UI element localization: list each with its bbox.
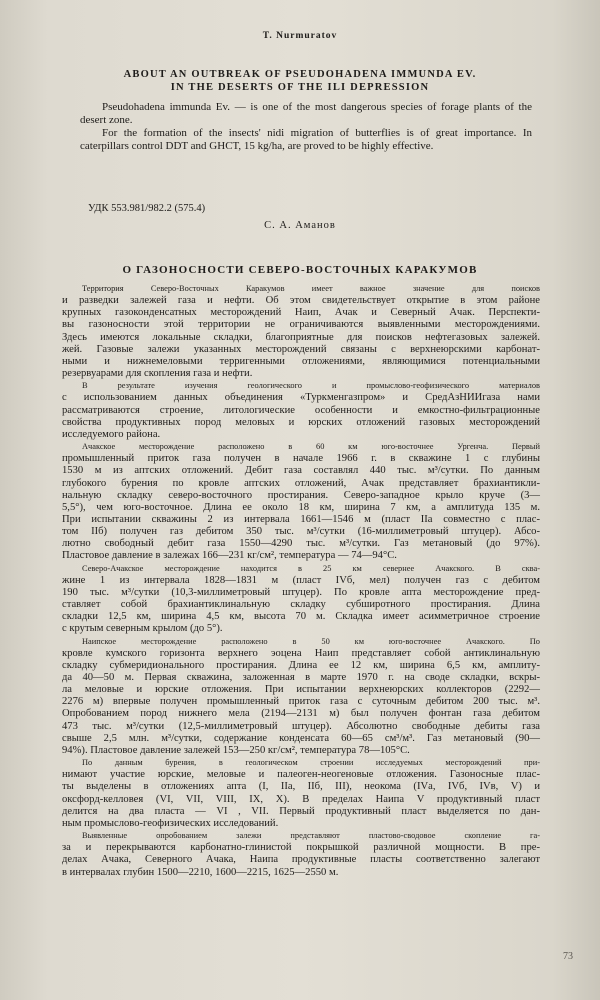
article-body bbox=[62, 283, 540, 879]
text-line: Территория Северо-Восточных Каракумов имеет важное значение для поисков bbox=[82, 284, 540, 293]
text-line: жине 1 из интервала 1828—1831 м (пласт IVб, мел) получен газ с дебитом bbox=[62, 574, 540, 586]
text-line: промышленный приток газа получен в начале 1966 г. в скважине 1 с глубины bbox=[62, 453, 540, 465]
text-line: 2276 м) впервые получен промышленный приток газа с суточным дебитом 200 тыс. м³. bbox=[62, 696, 540, 708]
text-line: 190 тыс. м³/сутки (10,3-миллиметровый штуцер). По кровле апта месторождение пред- bbox=[62, 586, 540, 598]
english-title-line-2: IN THE DESERTS OF THE ILI DEPRESSION bbox=[170, 82, 430, 93]
text-line: глубокого бурения по кровле аптских отложений, Ачак представляет брахиантикли- bbox=[62, 477, 540, 489]
text-line: рассматриваются строение, литологические особенности и емкостно-фильтрационные bbox=[62, 404, 540, 416]
text-line: Здесь имеются локальные складки, благоприятные для поисков нефтегазовых залежей. bbox=[62, 331, 540, 343]
text-line: крупных газоконденсатных месторождений Наип, Ачак и Северный Ачак. Перспекти- bbox=[62, 307, 540, 319]
text-line: Ачакское месторождение расположено в 60 км юго-восточнее Ургенча. Первый bbox=[82, 442, 540, 452]
article-paragraph bbox=[62, 757, 540, 830]
text-line: При испытании скважины 2 из интервала 1661—1546 м (пласт IIа совместно с плас- bbox=[62, 513, 540, 525]
text-line: ставляет собой брахиантиклинальную складку субширотного простирания. Длина bbox=[62, 599, 540, 611]
text-line: Пластовое давление в залежах 166—231 кг/см², температура — 74—94°С. bbox=[62, 550, 397, 562]
text-line: 94%). Пластовое давление залежей 153—250 кг/см², температура 78—105°С. bbox=[62, 744, 410, 756]
text-line: складку субмеридионального простирания. Длина ее 12 км, ширина 6,5 км, амплиту- bbox=[62, 659, 540, 671]
article-paragraph bbox=[62, 636, 540, 758]
article-paragraph bbox=[62, 563, 540, 636]
page-number: 73 bbox=[563, 951, 573, 962]
text-line: ным промыслово-геофизических исследований. bbox=[62, 817, 279, 829]
text-line: делах Ачака, Северного Ачака, Наипа продуктивные пласты соответственно залегают bbox=[62, 854, 540, 866]
text-line: 473 тыс. м³/сутки (12,5-миллиметровый штуцер). Абсолютно свободные дебиты газа bbox=[62, 720, 540, 732]
text-line: ла меловые и юрские отложения. При испытании верхнеюрских коллекторов (2292— bbox=[62, 684, 540, 696]
text-line: В результате изучения геологического и промыслово-геофизического материалов bbox=[82, 381, 540, 391]
english-abstract-title bbox=[0, 68, 600, 94]
article-paragraph bbox=[62, 830, 540, 879]
text-line: Опробованием пород нижнего мела (2194—2131 м) был получен фонтан газа дебитом bbox=[62, 708, 540, 720]
text-line: Наипское месторождение расположено в 50 км юго-восточнее Ачакского. По bbox=[82, 636, 540, 646]
text-line: складки 12,5 км, ширина 4,5 км, высота 70 м. Складка имеет асимметричное строение bbox=[62, 611, 540, 623]
text-line: ты выделены в отложениях апта (I, IIа, IIб, III), неокома (IVа, IVб, IVв, V) и bbox=[62, 781, 540, 793]
text-line: нальную складку северо-восточного простирания. Северо-западное крыло круче (3— bbox=[62, 489, 540, 501]
text-line: Северо-Ачакское месторождение находится в 25 км севернее Ачакского. В сква- bbox=[82, 563, 540, 573]
english-abstract-author: T. Nurmuratov bbox=[262, 31, 338, 41]
text-line: да 40—50 м. Первая скважина, заложенная в марте 1970 г. на своде складки, вскры- bbox=[62, 672, 540, 683]
article-paragraph bbox=[62, 441, 540, 563]
article-paragraph bbox=[62, 380, 540, 441]
text-line: за и перекрываются карбонатно-глинистой покрышкой различной мощности. В пре- bbox=[62, 842, 540, 854]
text-line: исследуемого района. bbox=[62, 428, 161, 440]
english-abstract-paragraph-2: For the formation of the insects' nidi migration of butterflies is of great importance. In caterpillars control DDT and GHCT, 15 kg/ha, are proved to be highly effective. bbox=[80, 127, 532, 152]
text-line: с крутым северным крылом (до 5°). bbox=[62, 623, 223, 635]
text-line: кровле кумского горизонта верхнего эоцена Наип представляет собой антиклинальную bbox=[62, 647, 540, 659]
text-line: жей. Газовые залежи указанных месторождений связаны с верхнеюрскими карбонат- bbox=[62, 343, 540, 355]
text-line: вы газоносности этой территории не ограничиваются выявленными месторождениями. bbox=[62, 319, 540, 331]
text-line: свыше 2,5 млн. м³/сутки, содержание конденсата 60—65 см³/м³. Газ метановый (90— bbox=[62, 732, 540, 744]
text-line: лютно свободный дебит газа 1550—4290 тыс. м³/сутки. Газ метановый (до 97%). bbox=[62, 538, 540, 550]
english-title-line-1: ABOUT AN OUTBREAK OF PSEUDOHADENA IMMUNDA EV. bbox=[123, 69, 477, 80]
text-line: в интервалах глубин 1500—2210, 1600—2215, 1625—2550 м. bbox=[62, 866, 339, 878]
text-line: том IIб) получен газ дебитом 350 тыс. м³/сутки (16-миллиметровый штуцер). Абсо- bbox=[62, 526, 540, 538]
text-line: Выявленные опробованием залежи представляют пластово-сводовое скопление га- bbox=[82, 831, 540, 841]
english-abstract-paragraph-1: Pseudohadena immunda Ev. — is one of the most dangerous species of forage plants of the desert zone. bbox=[80, 101, 532, 126]
article-paragraph bbox=[62, 283, 540, 380]
udk-classifier: УДК 553.981/982.2 (575.4) bbox=[88, 203, 206, 214]
text-line: оксфорд-келловея (VI, VII, VIII, IX, X). В пределах Наипа V продуктивный пласт bbox=[62, 793, 540, 805]
text-line: с использованием данных объединения «Туркменгазпром» и СредАзНИИгаза нами bbox=[62, 392, 540, 404]
text-line: ными и нижнемеловыми терригенными отложениями, являющимися потенциальными bbox=[62, 355, 540, 367]
text-line: По данным бурения, в геологическом строении исследуемых месторождений при- bbox=[82, 758, 540, 768]
text-line: 1530 м из аптских отложений. Дебит газа составлял 440 тыс. м³/сутки. По данным bbox=[62, 465, 540, 477]
text-line: нимают участие юрские, меловые и палеоген-неогеновые отложения. Газоносные плас- bbox=[62, 769, 540, 781]
text-line: делится на два пласта — VI , VII. Первый продуктивный пласт выделяется по дан- bbox=[62, 805, 540, 817]
article-author: С. А. Аманов bbox=[264, 220, 336, 231]
article-title: О ГАЗОНОСНОСТИ СЕВЕРО-ВОСТОЧНЫХ КАРАКУМОВ bbox=[122, 264, 478, 276]
text-line: 5,5°), чем юго-восточное. Длина ее около 18 км, ширина 7 км, а амплитуда 135 м. bbox=[62, 501, 540, 513]
text-line: свойства продуктивных пород меловых и юрских отложений газовых месторождений bbox=[62, 416, 540, 428]
text-line: и разведки залежей газа и нефти. Об этом свидетельствует открытие в этом районе bbox=[62, 295, 540, 307]
text-line: резервуарами для скопления газа и нефти. bbox=[62, 368, 253, 380]
english-abstract bbox=[80, 101, 532, 153]
